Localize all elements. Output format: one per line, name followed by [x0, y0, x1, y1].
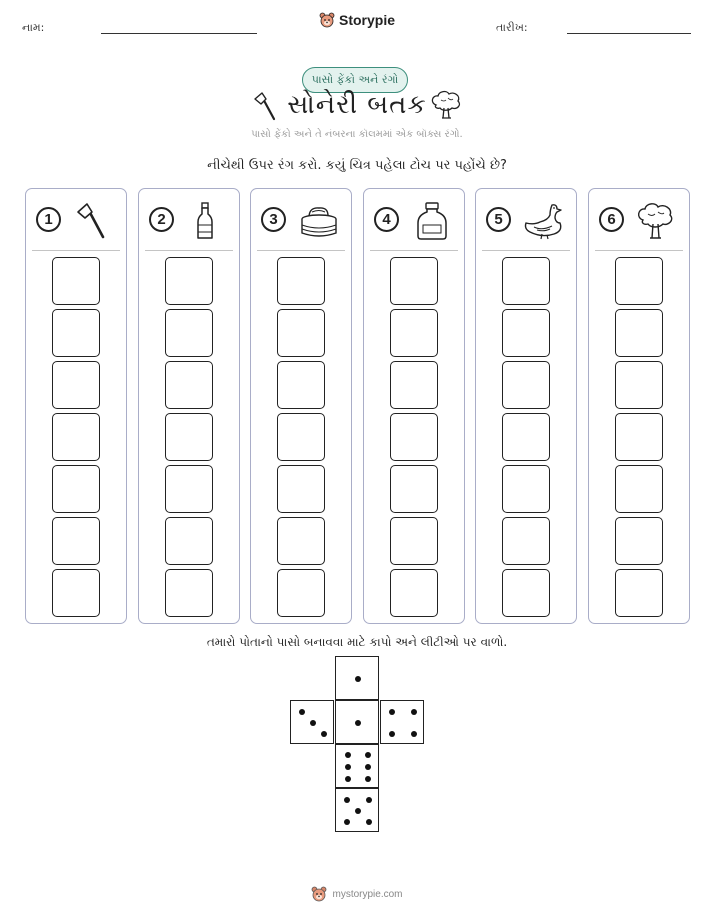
- die-pip: [345, 764, 351, 770]
- column-1: [25, 188, 127, 624]
- die-pip: [345, 776, 351, 782]
- color-box[interactable]: [277, 517, 325, 565]
- color-box[interactable]: [277, 413, 325, 461]
- die-face-5: [335, 788, 379, 832]
- color-box[interactable]: [277, 361, 325, 409]
- column-number: 5: [486, 207, 511, 232]
- color-box[interactable]: [615, 465, 663, 513]
- cake-icon: [295, 201, 343, 241]
- activity-badge: પાસો ફેંકો અને રંગો: [302, 67, 408, 93]
- color-box[interactable]: [52, 361, 100, 409]
- game-instruction: નીચેથી ઉપર રંગ કરો. કયું ચિત્ર પહેલા ટોચ પર પહોંચે છે?: [207, 158, 507, 173]
- page-subtitle: પાસો ફેંકો અને તે નંબરના કૉલમમાં એક બૉક્સ રંગો.: [251, 129, 463, 140]
- column-number: 3: [261, 207, 286, 232]
- brand-name: Storypie: [338, 12, 395, 28]
- color-box[interactable]: [52, 569, 100, 617]
- color-box[interactable]: [390, 413, 438, 461]
- color-box[interactable]: [165, 517, 213, 565]
- page-title: સોનેરી બતક: [287, 90, 427, 120]
- color-box[interactable]: [52, 413, 100, 461]
- column-divider: [595, 250, 683, 251]
- color-box[interactable]: [165, 413, 213, 461]
- column-header: [589, 189, 689, 251]
- color-box[interactable]: [615, 517, 663, 565]
- column-header: [251, 189, 351, 251]
- die-pip: [321, 731, 327, 737]
- die-pip: [411, 731, 417, 737]
- column-divider: [370, 250, 458, 251]
- column-2: [138, 188, 240, 624]
- jar-icon: [408, 201, 456, 241]
- color-box[interactable]: [165, 257, 213, 305]
- color-box[interactable]: [277, 569, 325, 617]
- footer-url: mystorypie.com: [332, 888, 403, 900]
- color-box[interactable]: [502, 413, 550, 461]
- die-pip: [411, 709, 417, 715]
- color-box[interactable]: [165, 309, 213, 357]
- die-pip: [366, 797, 372, 803]
- color-box[interactable]: [615, 413, 663, 461]
- color-box[interactable]: [502, 309, 550, 357]
- color-box[interactable]: [390, 569, 438, 617]
- die-pip: [355, 808, 361, 814]
- column-header: [476, 189, 576, 251]
- die-pip: [345, 752, 351, 758]
- color-box[interactable]: [390, 257, 438, 305]
- axe-icon: [70, 201, 118, 241]
- column-3: [250, 188, 352, 624]
- die-pip: [389, 731, 395, 737]
- tree-icon: [429, 89, 463, 121]
- die-face-3: [290, 700, 334, 744]
- die-pip: [365, 752, 371, 758]
- column-number: 2: [149, 207, 174, 232]
- die-pip: [365, 776, 371, 782]
- color-box[interactable]: [502, 257, 550, 305]
- color-box[interactable]: [165, 361, 213, 409]
- bear-icon: [311, 886, 327, 902]
- die-pip: [344, 819, 350, 825]
- color-box[interactable]: [277, 465, 325, 513]
- name-field-line[interactable]: [101, 33, 257, 34]
- color-box[interactable]: [502, 517, 550, 565]
- color-box[interactable]: [52, 465, 100, 513]
- color-box[interactable]: [52, 257, 100, 305]
- die-face-1: [335, 656, 379, 700]
- color-box[interactable]: [502, 465, 550, 513]
- color-box[interactable]: [390, 309, 438, 357]
- column-number: 1: [36, 207, 61, 232]
- die-pip: [355, 720, 361, 726]
- cut-instruction: તમારો પોતાનો પાસો બનાવવા માટે કાપો અને લીટીઓ પર વાળો.: [206, 635, 508, 649]
- color-box[interactable]: [277, 309, 325, 357]
- column-header: [364, 189, 464, 251]
- color-box[interactable]: [390, 517, 438, 565]
- column-divider: [482, 250, 570, 251]
- color-box[interactable]: [52, 309, 100, 357]
- column-5: [475, 188, 577, 624]
- date-field-line[interactable]: [567, 33, 691, 34]
- column-header: [26, 189, 126, 251]
- color-box[interactable]: [52, 517, 100, 565]
- color-box[interactable]: [165, 569, 213, 617]
- column-divider: [257, 250, 345, 251]
- column-4: [363, 188, 465, 624]
- color-box[interactable]: [615, 569, 663, 617]
- color-box[interactable]: [615, 257, 663, 305]
- color-box[interactable]: [502, 569, 550, 617]
- color-box[interactable]: [502, 361, 550, 409]
- color-box[interactable]: [390, 465, 438, 513]
- die-face-4: [380, 700, 424, 744]
- column-divider: [145, 250, 233, 251]
- die-pip: [365, 764, 371, 770]
- bear-icon: [319, 12, 335, 28]
- color-box[interactable]: [615, 361, 663, 409]
- column-6: [588, 188, 690, 624]
- tree-icon: [633, 201, 681, 241]
- column-header: [139, 189, 239, 251]
- name-label: નામ:: [22, 21, 45, 34]
- die-pip: [299, 709, 305, 715]
- die-pip: [366, 819, 372, 825]
- column-number: 6: [599, 207, 624, 232]
- bottle-icon: [183, 201, 231, 241]
- die-pip: [310, 720, 316, 726]
- color-box[interactable]: [390, 361, 438, 409]
- brand-logo: [0, 12, 714, 28]
- color-box[interactable]: [277, 257, 325, 305]
- die-pip: [355, 676, 361, 682]
- column-number: 4: [374, 207, 399, 232]
- color-box[interactable]: [165, 465, 213, 513]
- die-pip: [344, 797, 350, 803]
- die-face-1: [335, 700, 379, 744]
- die-face-6: [335, 744, 379, 788]
- color-box[interactable]: [615, 309, 663, 357]
- goose-icon: [520, 201, 568, 241]
- date-label: તારીખ:: [496, 21, 528, 34]
- footer: [0, 886, 714, 902]
- column-divider: [32, 250, 120, 251]
- die-pip: [389, 709, 395, 715]
